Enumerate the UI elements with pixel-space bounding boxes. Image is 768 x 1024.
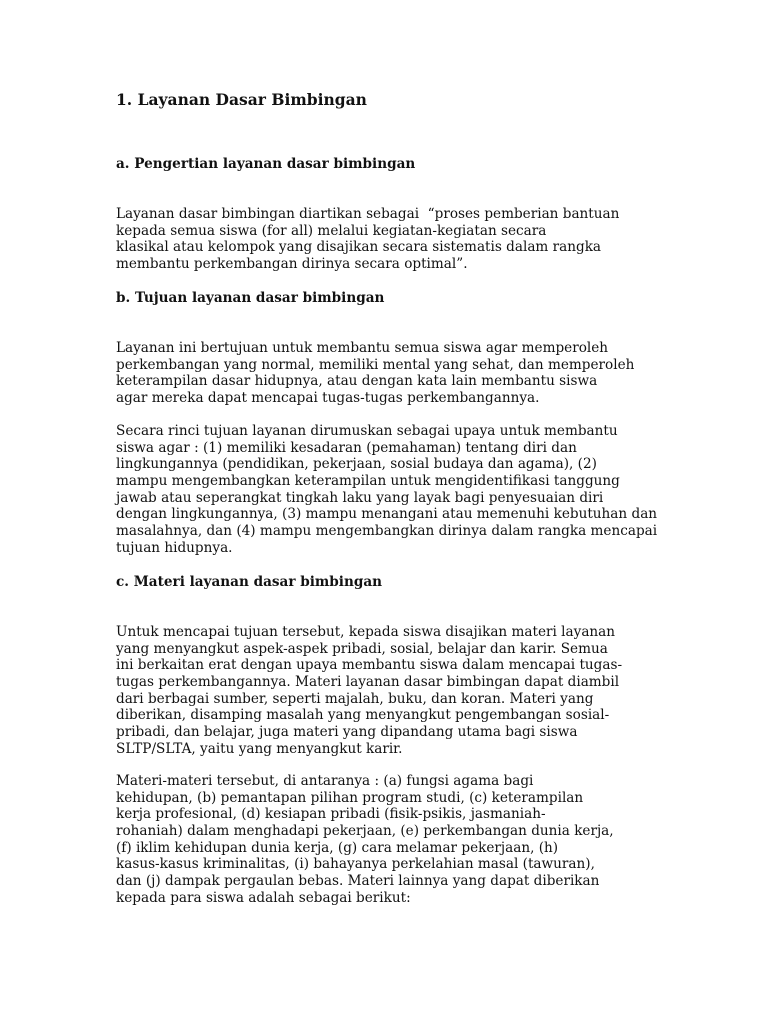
text-line: kehidupan, (b) pemantapan pilihan program studi, (c) keterampilan	[116, 789, 584, 806]
text-line: masalahnya, dan (4) mampu mengembangkan dirinya dalam rangka mencapai	[116, 523, 658, 540]
paragraph-c-2	[116, 773, 656, 907]
text-line: tugas perkembangannya. Materi layanan dasar bimbingan dapat diambil	[116, 674, 620, 691]
text-line: klasikal atau kelompok yang disajikan secara sistematis dalam rangka	[116, 239, 602, 256]
text-line: SLTP/SLTA, yaitu yang menyangkut karir.	[116, 740, 403, 757]
text-line: membantu perkembangan dirinya secara optimal”.	[116, 256, 468, 273]
text-line: jawab atau seperangkat tingkah laku yang layak bagi penyesuaian diri	[116, 489, 604, 506]
section-heading-b: b. Tujuan layanan dasar bimbingan	[116, 290, 385, 306]
text-line: yang menyangkut aspek-aspek pribadi, sosial, belajar dan karir. Semua	[116, 640, 608, 657]
section-heading-a: a. Pengertian layanan dasar bimbingan	[116, 156, 416, 172]
text-line: dan (j) dampak pergaulan bebas. Materi lainnya yang dapat diberikan	[116, 873, 600, 890]
text-line: dari berbagai sumber, seperti majalah, buku, dan koran. Materi yang	[116, 690, 594, 707]
text-line: diberikan, disamping masalah yang menyangkut pengembangan sosial-	[116, 707, 610, 724]
paragraph-b-1	[116, 340, 656, 407]
text-line: Untuk mencapai tujuan tersebut, kepada siswa disajikan materi layanan	[116, 624, 616, 640]
paragraph-c-1	[116, 624, 656, 758]
text-line: ini berkaitan erat dengan upaya membantu siswa dalam mencapai tugas-	[116, 657, 623, 674]
text-line: tujuan hidupnya.	[116, 539, 233, 556]
text-line: Materi-materi tersebut, di antaranya : (a) fungsi agama bagi	[116, 773, 534, 789]
text-line: Layanan ini bertujuan untuk membantu semua siswa agar memperoleh	[116, 340, 609, 356]
document-title: 1. Layanan Dasar Bimbingan	[116, 90, 367, 109]
text-line: mampu mengembangkan keterampilan untuk mengidentifikasi tanggung	[116, 473, 620, 490]
paragraph-b-2	[116, 423, 656, 557]
section-heading-c: c. Materi layanan dasar bimbingan	[116, 574, 383, 590]
text-line: siswa agar : (1) memiliki kesadaran (pemahaman) tentang diri dan	[116, 439, 577, 456]
text-line: Layanan dasar bimbingan diartikan sebagai “proses pemberian bantuan	[116, 206, 620, 222]
text-line: kasus-kasus kriminalitas, (i) bahayanya perkelahian masal (tawuran),	[116, 856, 595, 873]
text-line: perkembangan yang normal, memiliki mental yang sehat, dan memperoleh	[116, 356, 635, 373]
text-line: kepada semua siswa (for all) melalui kegiatan-kegiatan secara	[116, 222, 547, 239]
text-line: Secara rinci tujuan layanan dirumuskan sebagai upaya untuk membantu	[116, 423, 618, 439]
text-line: keterampilan dasar hidupnya, atau dengan kata lain membantu siswa	[116, 373, 598, 390]
text-line: lingkungannya (pendidikan, pekerjaan, sosial budaya dan agama), (2)	[116, 456, 597, 473]
text-line: rohaniah) dalam menghadapi pekerjaan, (e) perkembangan dunia kerja,	[116, 823, 614, 840]
text-line: kepada para siswa adalah sebagai berikut:	[116, 889, 411, 906]
text-line: kerja profesional, (d) kesiapan pribadi (fisik-psikis, jasmaniah-	[116, 806, 546, 823]
paragraph-a-1	[116, 206, 656, 273]
text-line: pribadi, dan belajar, juga materi yang dipandang utama bagi siswa	[116, 724, 578, 741]
text-line: (f) iklim kehidupan dunia kerja, (g) cara melamar pekerjaan, (h)	[116, 839, 559, 856]
text-line: dengan lingkungannya, (3) mampu menangani atau memenuhi kebutuhan dan	[116, 506, 658, 523]
text-line: agar mereka dapat mencapai tugas-tugas perkembangannya.	[116, 390, 540, 407]
